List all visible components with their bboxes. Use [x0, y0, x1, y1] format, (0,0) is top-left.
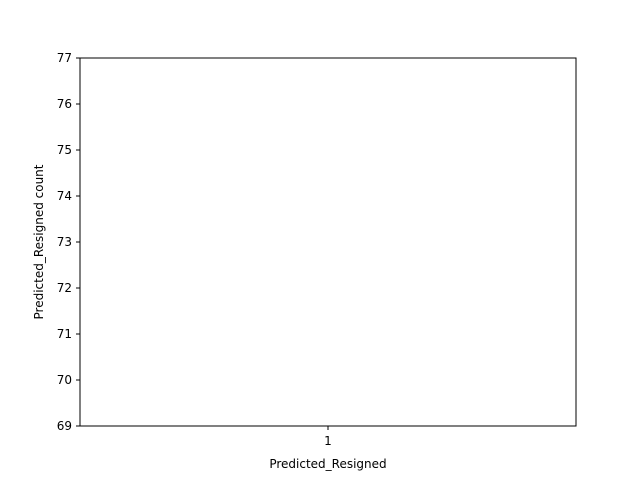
y-axis-label: Predicted_Resigned count — [32, 164, 46, 320]
x-axis-label: Predicted_Resigned — [269, 457, 387, 471]
y-tick-label: 73 — [56, 235, 72, 249]
y-tick-label: 76 — [56, 97, 72, 111]
y-tick-label: 75 — [56, 143, 72, 157]
x-tick-label: 1 — [324, 434, 332, 448]
y-tick-label: 70 — [56, 373, 72, 387]
y-tick-label: 77 — [56, 51, 72, 65]
y-tick-label: 72 — [56, 281, 72, 295]
y-tick-label: 71 — [56, 327, 72, 341]
y-tick-label: 69 — [56, 419, 72, 433]
y-tick-label: 74 — [56, 189, 72, 203]
